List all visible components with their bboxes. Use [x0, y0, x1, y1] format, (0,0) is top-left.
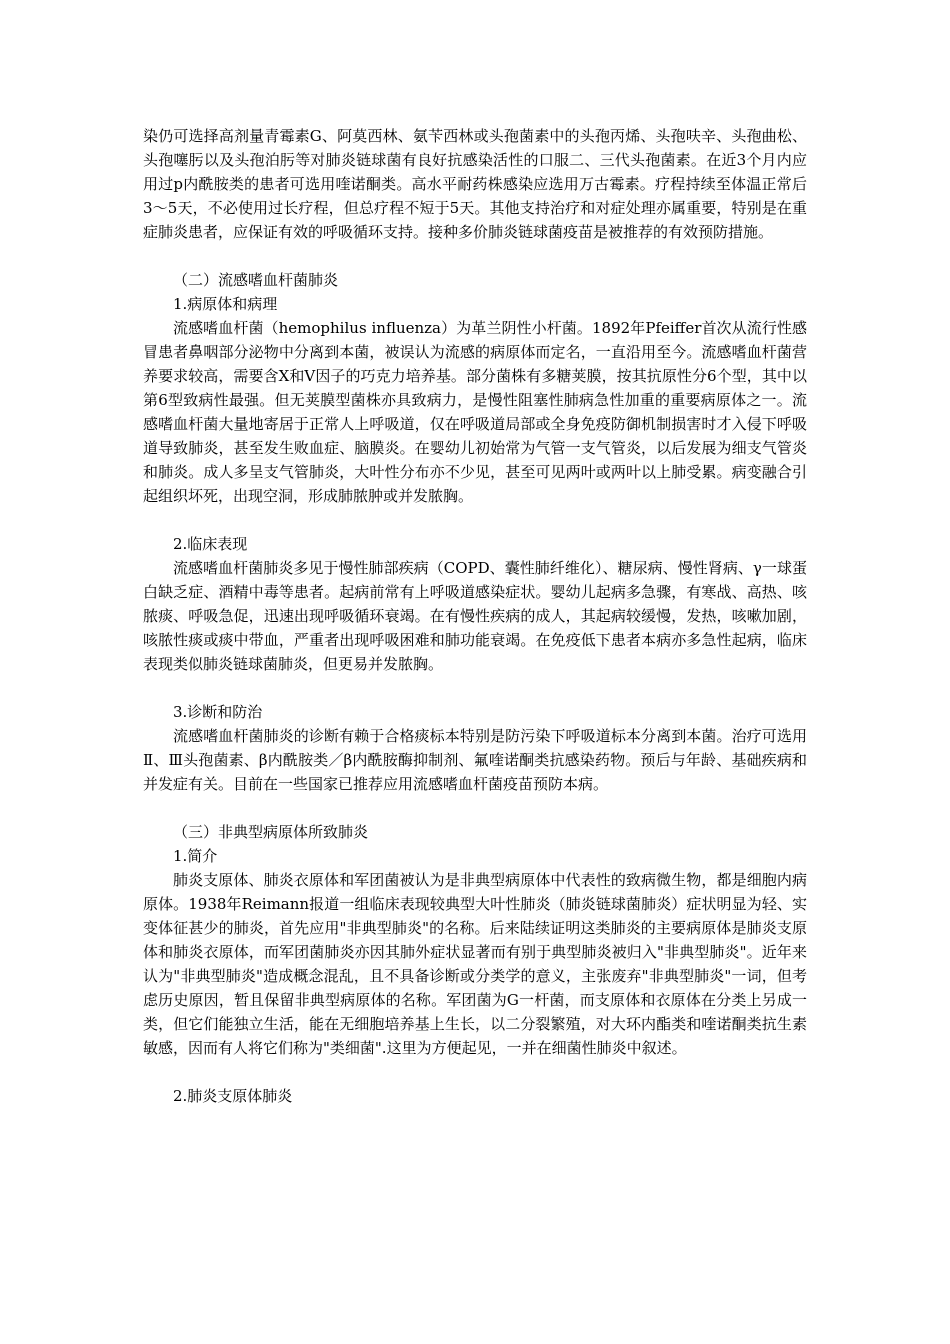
- subheading-mycoplasma: 2.肺炎支原体肺炎: [173, 1087, 293, 1105]
- paragraph-pathogen: 流感嗜血杆菌（hemophilus influenza）为革兰阴性小杆菌。1892年Pfeiffer首次从流行性感冒患者鼻咽部分泌物中分离到本菌，被误认为流感的病原体而定名，一直沿用至今。流感嗜血杆菌营养要求较高，需要含X和V因子的巧克力培养基。部分菌株有多糖荚膜，按其抗原性分6个型，其中以第6型致病性最强。但无荚膜型菌株亦具致病力，是慢性阻塞性肺病急性加重的重要病原体之一。流感嗜血杆菌大量地寄居于正常人上呼吸道，仅在呼吸道局部或全身免疫防御机制损害时才入侵下呼吸道导致肺炎，甚至发生败血症、脑膜炎。在婴幼儿初始常为气管一支气管炎，以后发展为细支气管炎和肺炎。成人多呈支气管肺炎，大叶性分布亦不少见，甚至可见两叶或两叶以上肺受累。病变融合引起组织坏死，出现空洞，形成肺脓肿或并发脓胸。: [143, 319, 807, 505]
- document-body: [143, 124, 807, 1108]
- section-heading-haemophilus: （二）流感嗜血杆菌肺炎: [173, 271, 339, 289]
- paragraph-diagnosis: 流感嗜血杆菌肺炎的诊断有赖于合格痰标本特别是防污染下呼吸道标本分离到本菌。治疗可选用Ⅱ、Ⅲ头孢菌素、β内酰胺类／β内酰胺酶抑制剂、氟喹诺酮类抗感染药物。预后与年龄、基础疾病和并发症有关。目前在一些国家已推荐应用流感嗜血杆菌疫苗预防本病。: [143, 727, 807, 793]
- paragraph-clinical: 流感嗜血杆菌肺炎多见于慢性肺部疾病（COPD、囊性肺纤维化）、糖尿病、慢性肾病、γ一球蛋白缺乏症、酒精中毒等患者。起病前常有上呼吸道感染症状。婴幼儿起病多急骤，有寒战、高热、咳脓痰、呼吸急促，迅速出现呼吸循环衰竭。在有慢性疾病的成人，其起病较缓慢，发热，咳嗽加剧，咳脓性痰或痰中带血，严重者出现呼吸困难和肺功能衰竭。在免疫低下患者本病亦多急性起病，临床表现类似肺炎链球菌肺炎，但更易并发脓胸。: [143, 559, 807, 673]
- paragraph-gap: [143, 508, 807, 532]
- subheading-clinical: 2.临床表现: [173, 535, 248, 553]
- intro-paragraph: 染仍可选择高剂量青霉素G、阿莫西林、氨苄西林或头孢菌素中的头孢丙烯、头孢呋辛、头孢曲松、头孢噻肟以及头孢泊肟等对肺炎链球菌有良好抗感染活性的口服二、三代头孢菌素。在近3个月内应用过p内酰胺类的患者可选用喹诺酮类。高水平耐药株感染应选用万古霉素。疗程持续至体温正常后3～5天，不必使用过长疗程，但总疗程不短于5天。其他支持治疗和对症处理亦属重要，特别是在重症肺炎患者，应保证有效的呼吸循环支持。接种多价肺炎链球菌疫苗是被推荐的有效预防措施。: [143, 127, 807, 241]
- paragraph-gap: [143, 796, 807, 820]
- paragraph-intro: 肺炎支原体、肺炎衣原体和军团菌被认为是非典型病原体中代表性的致病微生物，都是细胞内病原体。1938年Reimann报道一组临床表现较典型大叶性肺炎（肺炎链球菌肺炎）症状明显为轻、实变体征甚少的肺炎，首先应用"非典型肺炎"的名称。后来陆续证明这类肺炎的主要病原体是肺炎支原体和肺炎衣原体，而军团菌肺炎亦因其肺外症状显著而有别于典型肺炎被归入"非典型肺炎"。近年来认为"非典型肺炎"造成概念混乱，且不具备诊断或分类学的意义，主张废弃"非典型肺炎"一词，但考虑历史原因，暂且保留非典型病原体的名称。军团菌为G一杆菌，而支原体和衣原体在分类上另成一类，但它们能独立生活，能在无细胞培养基上生长，以二分裂繁殖，对大环内酯类和喹诺酮类抗生素敏感，因而有人将它们称为"类细菌".这里为方便起见，一并在细菌性肺炎中叙述。: [143, 871, 807, 1057]
- paragraph-gap: [143, 1060, 807, 1084]
- subheading-intro: 1.简介: [173, 847, 218, 865]
- subheading-pathogen: 1.病原体和病理: [173, 295, 278, 313]
- section-heading-atypical: （三）非典型病原体所致肺炎: [173, 823, 369, 841]
- subheading-diagnosis: 3.诊断和防治: [173, 703, 263, 721]
- paragraph-gap: [143, 676, 807, 700]
- paragraph-gap: [143, 244, 807, 268]
